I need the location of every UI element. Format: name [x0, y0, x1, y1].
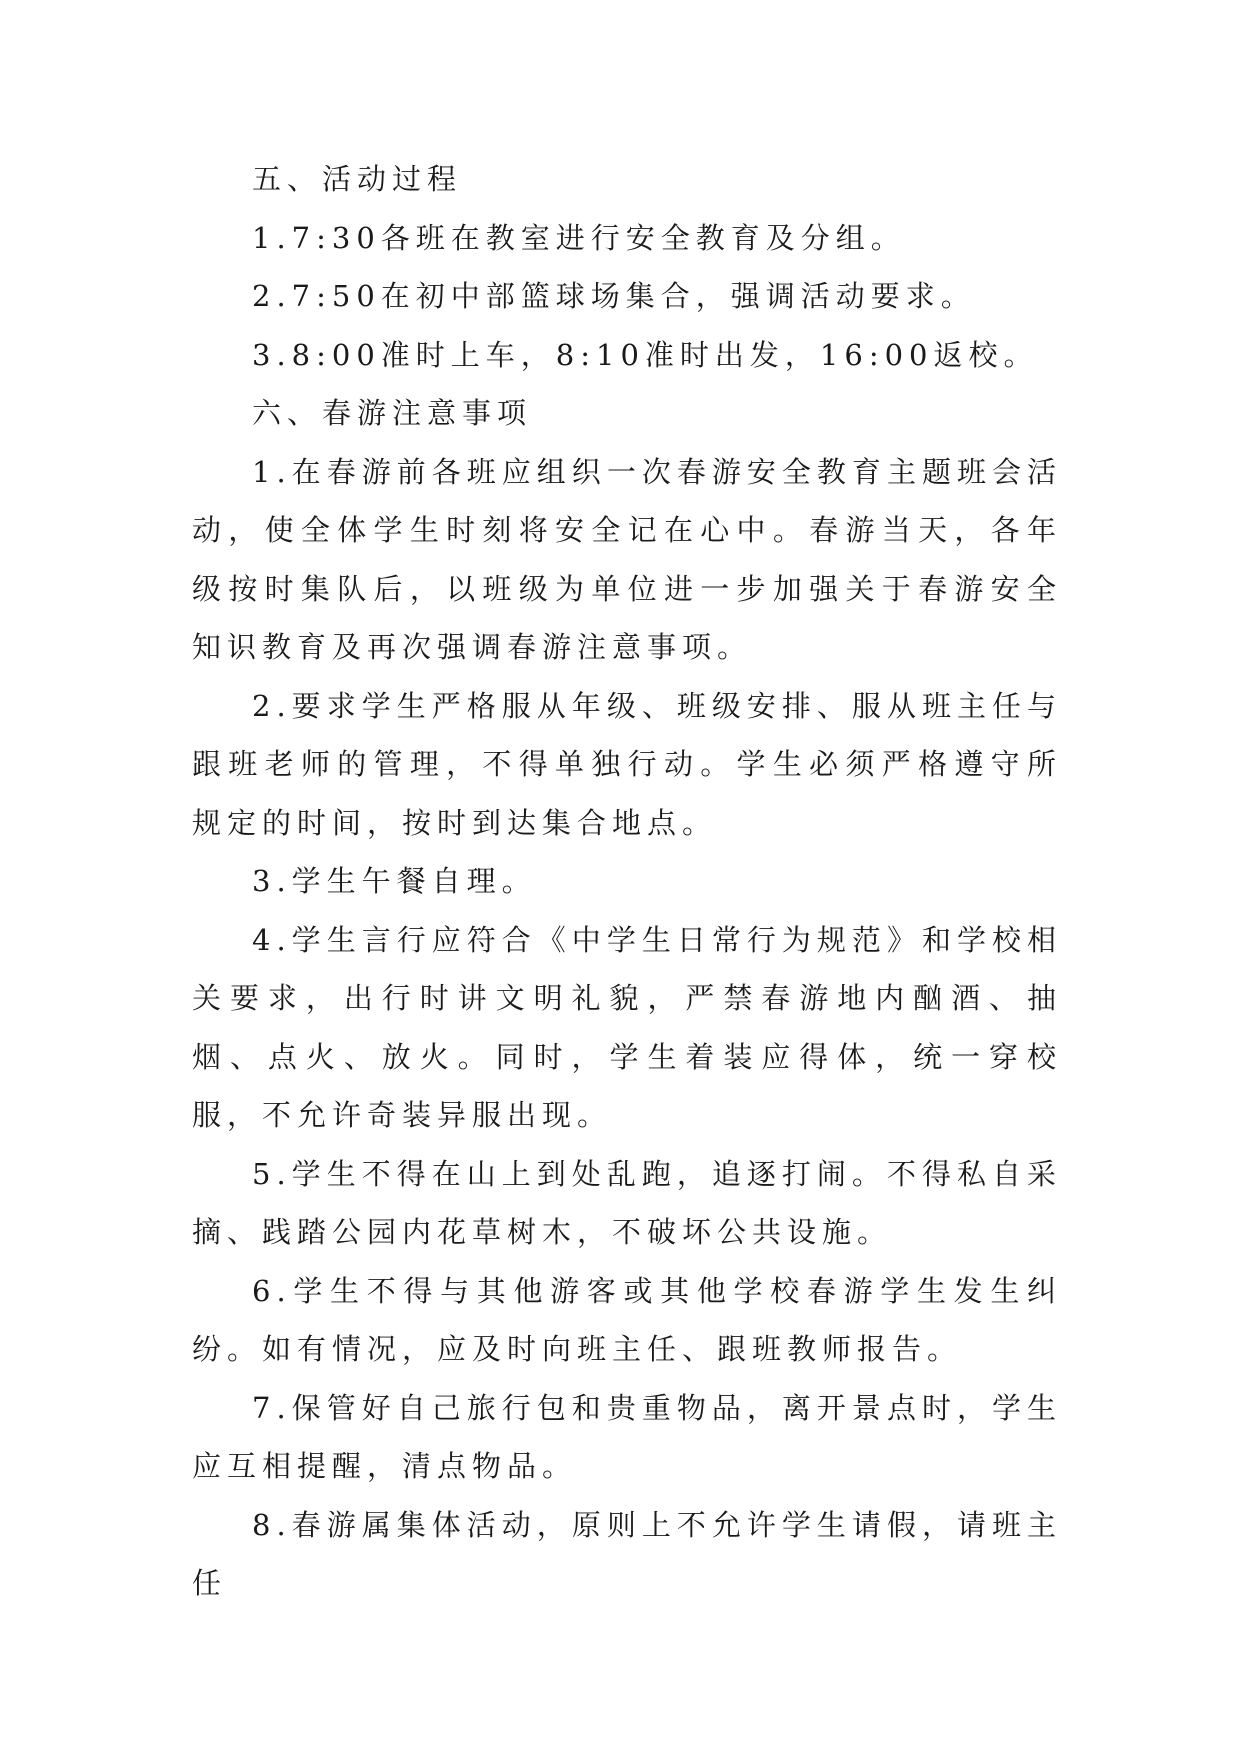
paragraph: 1.7:30各班在教室进行安全教育及分组。 — [252, 220, 906, 255]
paragraph: 2.要求学生严格服从年级、班级安排、服从班主任与跟班老师的管理，不得单独行动。学生必须严格遵守所规定的时间，按时到达集合地点。 — [192, 688, 1062, 840]
paragraph: 8.春游属集体活动，原则上不允许学生请假，请班主任 — [192, 1507, 1062, 1600]
paragraph: 3.8:00准时上车，8:10准时出发，16:00返校。 — [252, 337, 1039, 372]
paragraph: 3.学生午餐自理。 — [252, 864, 537, 898]
section-heading-activity-process: 五、活动过程 — [252, 162, 463, 196]
paragraph: 6.学生不得与其他游客或其他学校春游学生发生纠纷。如有情况，应及时向班主任、跟班教师报告。 — [192, 1273, 1062, 1366]
paragraph: 4.学生言行应符合《中学生日常行为规范》和学校相关要求，出行时讲文明礼貌，严禁春游地内酗酒、抽烟、点火、放火。同时，学生着装应得体，统一穿校服，不允许奇装异服出现。 — [192, 922, 1062, 1132]
paragraph: 2.7:50在初中部篮球场集合，强调活动要求。 — [252, 279, 976, 313]
paragraph: 1.在春游前各班应组织一次春游安全教育主题班会活动，使全体学生时刻将安全记在心中。春游当天，各年级按时集队后，以班级为单位进一步加强关于春游安全知识教育及再次强调春游注意事项。 — [192, 454, 1062, 664]
section-heading-notes: 六、春游注意事项 — [252, 396, 533, 430]
document-body — [192, 150, 1062, 1613]
paragraph: 5.学生不得在山上到处乱跑，追逐打闹。不得私自采摘、践踏公园内花草树木，不破坏公共设施。 — [192, 1156, 1062, 1249]
paragraph: 7.保管好自己旅行包和贵重物品，离开景点时，学生应互相提醒，清点物品。 — [192, 1390, 1062, 1483]
